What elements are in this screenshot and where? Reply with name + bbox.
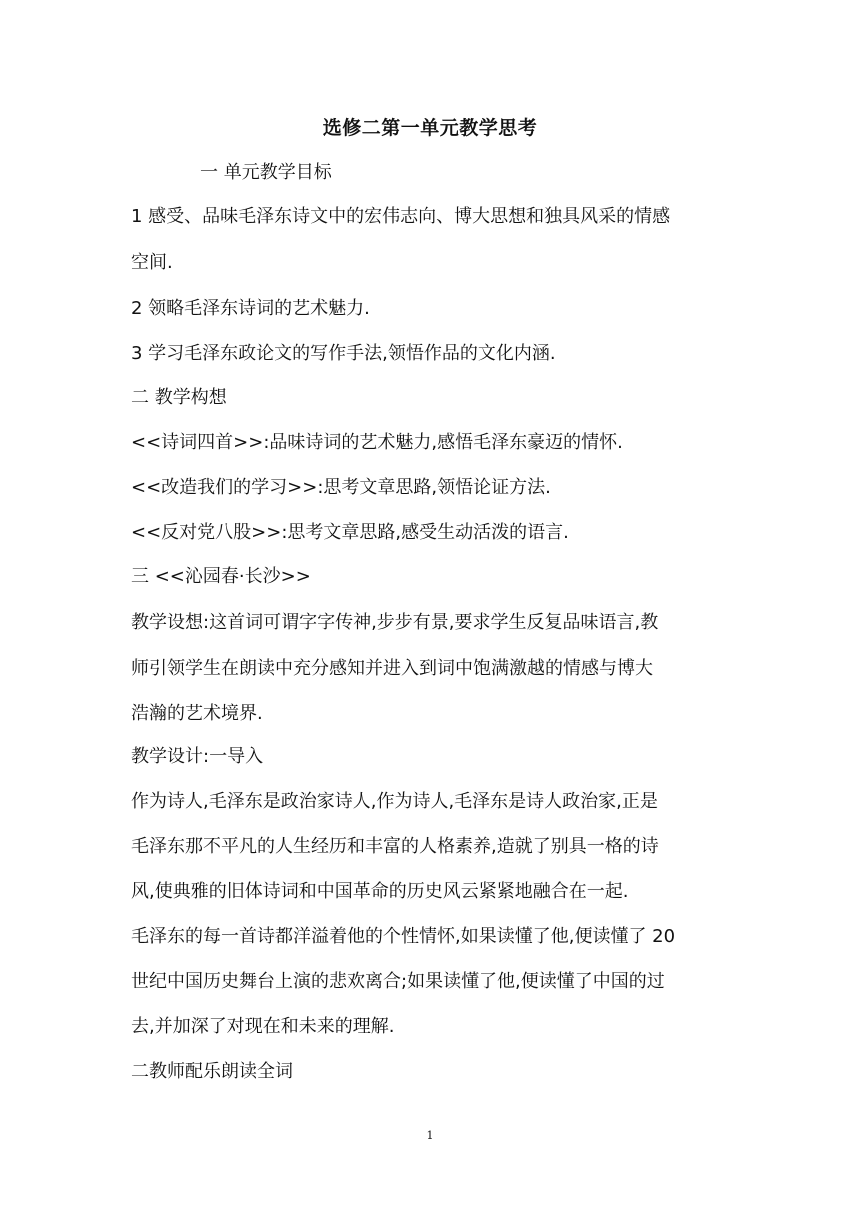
section-heading-1: 一 单元教学目标 [200, 162, 332, 183]
text-line: 空间. [131, 252, 173, 273]
text-line: 1 感受、品味毛泽东诗文中的宏伟志向、博大思想和独具风采的情感 [131, 206, 671, 227]
section-heading-3: 三 <<沁园春·长沙>> [131, 566, 311, 587]
text-line: 2 领略毛泽东诗词的艺术魅力. [131, 298, 370, 319]
text-line: 教学设想:这首词可谓字字传神,步步有景,要求学生反复品味语言,教 [131, 612, 659, 633]
text-line: <<诗词四首>>:品味诗词的艺术魅力,感悟毛泽东豪迈的情怀. [131, 432, 623, 453]
section-heading-2: 二 教学构想 [131, 387, 227, 408]
text-line: 风,使典雅的旧体诗词和中国革命的历史风云紧紧地融合在一起. [131, 881, 629, 902]
text-line: 毛泽东那不平凡的人生经历和丰富的人格素养,造就了别具一格的诗 [131, 836, 659, 857]
text-line: 师引领学生在朗读中充分感知并进入到词中饱满激越的情感与博大 [131, 658, 653, 679]
text-line: 去,并加深了对现在和未来的理解. [131, 1016, 395, 1037]
text-line: <<反对党八股>>:思考文章思路,感受生动活泼的语言. [131, 522, 569, 543]
text-line: 世纪中国历史舞台上演的悲欢离合;如果读懂了他,便读懂了中国的过 [131, 971, 665, 992]
text-line: 3 学习毛泽东政论文的写作手法,领悟作品的文化内涵. [131, 343, 556, 364]
page-number: 1 [426, 1129, 434, 1142]
document-title: 选修二第一单元教学思考 [322, 117, 538, 139]
text-line: 教学设计:一导入 [131, 746, 264, 767]
text-line: 作为诗人,毛泽东是政治家诗人,作为诗人,毛泽东是诗人政治家,正是 [131, 791, 658, 812]
text-line: 浩瀚的艺术境界. [131, 703, 263, 724]
text-line: 二教师配乐朗读全词 [131, 1061, 293, 1082]
text-line: 毛泽东的每一首诗都洋溢着他的个性情怀,如果读懂了他,便读懂了 20 [131, 926, 676, 947]
text-line: <<改造我们的学习>>:思考文章思路,领悟论证方法. [131, 477, 551, 498]
